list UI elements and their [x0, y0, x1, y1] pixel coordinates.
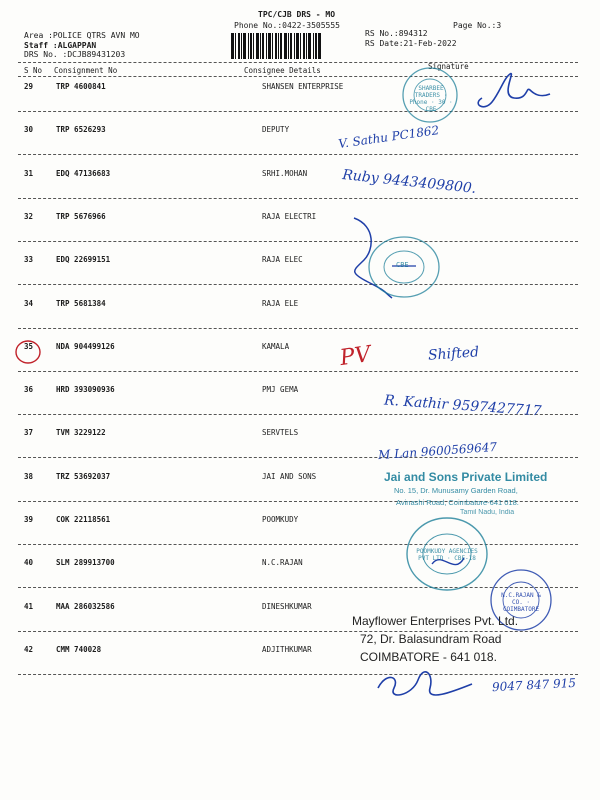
row-separator	[18, 284, 578, 285]
jai-stamp-addr1: No. 15, Dr. Munusamy Garden Road,	[394, 486, 518, 495]
row-separator	[18, 674, 578, 675]
staff-label: Staff :ALGAPPAN	[24, 41, 97, 50]
row-consignee: DEPUTY	[262, 125, 290, 134]
row-consignee: KAMALA	[262, 342, 290, 351]
row-sno: 41	[24, 602, 34, 611]
red-circle-mark	[14, 338, 42, 366]
row-consignee: RAJA ELECTRI	[262, 212, 317, 221]
row-consignee: DINESHKUMAR	[262, 602, 312, 611]
drs-number: DRS No. :DCJB89431203	[24, 50, 126, 59]
row-separator	[18, 241, 578, 242]
ncrajan-stamp-text: N.C.RAJAN & CO. · COIMBATORE	[501, 592, 541, 613]
row-separator	[18, 198, 578, 199]
row-consignment-no: HRD 393090936	[56, 385, 115, 394]
row-sno: 34	[24, 299, 34, 308]
row-consignment-no: EDQ 47136683	[56, 169, 111, 178]
row-consignee: N.C.RAJAN	[262, 558, 303, 567]
row-consignment-no: CMM 740028	[56, 645, 102, 654]
handwriting-row-35: Shifted	[427, 344, 480, 364]
rs-date: RS Date:21-Feb-2022	[365, 39, 457, 48]
row-consignee: PMJ GEMA	[262, 385, 299, 394]
barcode	[231, 33, 361, 59]
row-consignee: ADJITHKUMAR	[262, 645, 312, 654]
row-sno: 35	[24, 342, 34, 351]
col-consignment: Consignment No	[54, 66, 118, 75]
row-consignment-no: TRP 5676966	[56, 212, 106, 221]
header-rule-top	[18, 62, 578, 63]
rs-number: RS No.:894312	[365, 29, 428, 38]
handwriting-row-42: 9047 847 915	[491, 675, 577, 695]
handwriting-row-30: V. Sathu PC1862	[337, 123, 440, 151]
row-consignee: POOMKUDY	[262, 515, 299, 524]
row-consignment-no: NDA 904499126	[56, 342, 115, 351]
row-consignee: SRHI.MOHAN	[262, 169, 308, 178]
row-sno: 38	[24, 472, 34, 481]
row-consignee: RAJA ELEC	[262, 255, 303, 264]
mayflower-stamp-name: Mayflower Enterprises Pvt. Ltd.	[352, 614, 519, 628]
row-consignment-no: TRP 4600841	[56, 82, 106, 91]
row-consignment-no: TVM 3229122	[56, 428, 106, 437]
row-sno: 36	[24, 385, 34, 394]
cbe-round-stamp-text: CBE	[396, 261, 409, 269]
col-consignee: Consignee Details	[244, 66, 321, 75]
row-consignee: JAI AND SONS	[262, 472, 317, 481]
row-consignment-no: SLM 289913700	[56, 558, 115, 567]
jai-stamp-addr2: Avinashi Road, Coimbatore-641 018.	[396, 498, 519, 507]
handwriting-row-37: M Lan 9600569647	[377, 439, 498, 463]
row-separator	[18, 457, 578, 458]
poomkudy-stamp-text: POOMKUDY AGENCIES PVT LTD · CBE-18	[416, 548, 478, 562]
row-sno: 31	[24, 169, 34, 178]
row-consignee: SHANSEN ENTERPRISE	[262, 82, 344, 91]
row-consignee: SERVTELS	[262, 428, 299, 437]
row-sno: 40	[24, 558, 34, 567]
row-sno: 37	[24, 428, 34, 437]
row-sno: 30	[24, 125, 34, 134]
mayflower-stamp-addr2: COIMBATORE - 641 018.	[360, 650, 497, 664]
row-consignment-no: TRP 6526293	[56, 125, 106, 134]
row-consignment-no: TRZ 53692037	[56, 472, 111, 481]
row-sno: 33	[24, 255, 34, 264]
row-consignee: RAJA ELE	[262, 299, 299, 308]
sharbee-stamp-text: SHARBEE TRADERS · Phone · 30 · CBE	[409, 85, 453, 113]
handwriting-row-31: Ruby 9443409800.	[341, 167, 477, 197]
jai-stamp-addr3: Tamil Nadu, India	[460, 509, 515, 516]
signature-42	[372, 666, 492, 702]
handwriting-row-36: R. Kathir 9597427717	[383, 392, 542, 420]
row-sno: 29	[24, 82, 34, 91]
red-pv-mark: PV	[338, 341, 373, 372]
row-separator	[18, 544, 578, 545]
page-number: Page No.:3	[453, 21, 502, 30]
row-consignment-no: EDQ 22699151	[56, 255, 111, 264]
mayflower-stamp-addr1: 72, Dr. Balasundram Road	[360, 632, 502, 646]
row-consignment-no: TRP 5681384	[56, 299, 106, 308]
row-separator	[18, 154, 578, 155]
jai-stamp-name: Jai and Sons Private Limited	[384, 470, 548, 484]
signature-29	[470, 68, 560, 114]
area-label: Area :POLICE QTRS AVN MO	[24, 31, 140, 40]
row-separator	[18, 328, 578, 329]
col-signature: Signature	[428, 62, 469, 71]
col-sno: S No	[24, 66, 43, 75]
row-separator	[18, 371, 578, 372]
row-sno: 32	[24, 212, 34, 221]
row-consignment-no: COK 22118561	[56, 515, 111, 524]
document-title: TPC/CJB DRS - MO	[258, 10, 336, 19]
phone-number: Phone No.:0422-3505555	[234, 21, 340, 30]
row-consignment-no: MAA 286032586	[56, 602, 115, 611]
row-sno: 39	[24, 515, 34, 524]
row-sno: 42	[24, 645, 34, 654]
